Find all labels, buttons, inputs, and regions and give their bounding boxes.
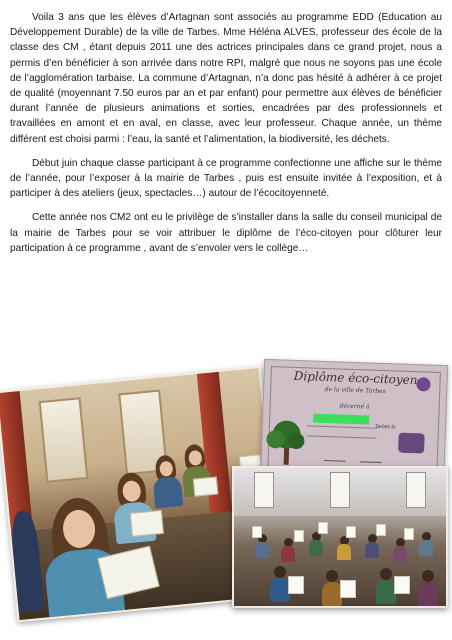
student-body: [322, 582, 342, 606]
raised-diploma: [294, 530, 304, 542]
raised-diploma: [404, 528, 414, 540]
paragraph-3: Cette année nos CM2 ont eu le privilège de s’installer dans la salle du conseil municipal de la mairie de Tarbes pour se voir attribuer le diplôme de l’éco-citoyen pour clôturer leur participation à ce programme , avant de s’envoler vers le collège…: [10, 212, 442, 254]
student-body: [337, 544, 351, 560]
raised-diploma: [318, 522, 328, 534]
student-body: [281, 546, 295, 562]
paragraph-2: Début juin chaque classe participant à ce programme confectionne une affiche sur le thème de l’année, pour l’exposer à la mairie de Tarbes , puis est ensuite invitée à l’exposition, et à participer à des ateliers (jeux, spectacles…) autour de l’écocitoyenneté.: [10, 157, 442, 200]
diploma-subtitle: de la ville de Tarbes: [324, 385, 386, 396]
window: [330, 472, 350, 508]
student-body: [255, 542, 269, 558]
ceremony-photo: [232, 466, 448, 608]
raised-diploma: [394, 576, 410, 594]
student: [422, 570, 434, 582]
redacted-name: [313, 414, 369, 425]
article-text: [10, 10, 442, 265]
adult-figure: [9, 510, 44, 612]
student-body: [393, 546, 407, 562]
curtain: [197, 372, 233, 523]
raised-diploma: [346, 526, 356, 538]
student-body: [365, 542, 379, 558]
diploma-title: Diplôme éco-citoyen: [293, 368, 418, 388]
student: [326, 570, 338, 582]
stamp-logo: [398, 433, 425, 454]
window: [406, 472, 426, 508]
held-diploma: [193, 476, 219, 496]
raised-diploma: [252, 526, 262, 538]
raised-diploma: [340, 580, 356, 598]
student-body: [376, 580, 396, 604]
diploma-place: Tarbes le: [374, 423, 396, 431]
student: [380, 568, 392, 580]
window: [254, 472, 274, 508]
diploma-awarded: décerné à: [339, 402, 370, 411]
student-body: [418, 582, 438, 606]
paragraph-1: Voila 3 ans que les élèves d’Artagnan sont associés au programme EDD (Education au Développement Durable) de la ville de Tarbes. Mme Héléna ALVES, professeur des école de la classe des CM , étant depuis 2011 une des actrices principales dans ce grand projet, nous a permis d’en bénéficier à son arrivée dans notre RPI, malgré que nous ne soyons pas une école de l’agglomération tarbaise. La commune d’Artagnan, n’a donc pas hésité à adhérer à ce projet de qualité (moyennant 7.50 euros par an et par enfant) pour permettre aux élèves de bénéficier durant l’année de plusieurs animations et sorties, encadrées par des professionnels et travaillées en amont et en aval, en classe, avec leur professeur. Chaque année, un thème différent est choisi parmi : l’eau, la santé et l’alimentation, la biodiversité, les déchets.: [10, 12, 442, 145]
student-body: [153, 476, 184, 509]
student-body: [309, 540, 323, 556]
student-body: [270, 578, 290, 602]
window: [39, 397, 89, 483]
student: [274, 566, 286, 578]
student-body: [419, 540, 433, 556]
raised-diploma: [288, 576, 304, 594]
raised-diploma: [376, 524, 386, 536]
held-diploma: [130, 510, 164, 537]
